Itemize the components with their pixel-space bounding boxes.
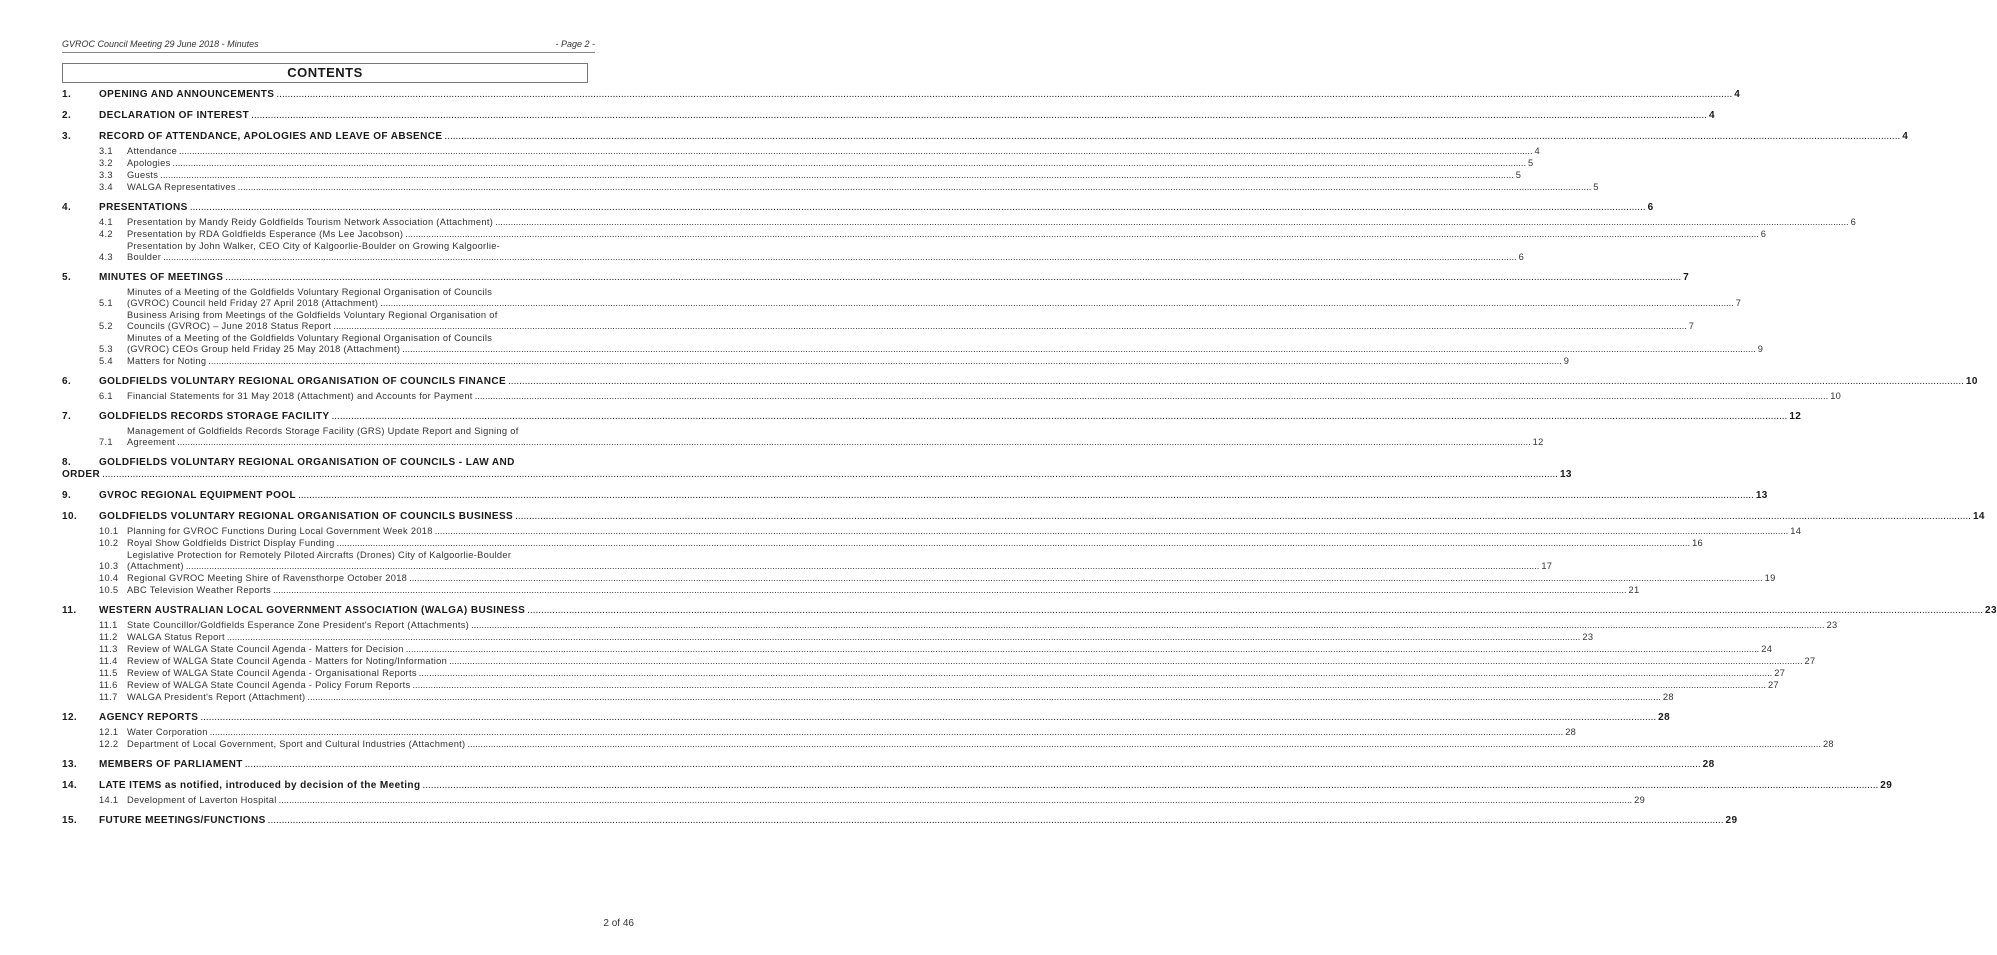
toc-subsection-title-cont: Agreement [127, 437, 176, 447]
toc-subsection-text [127, 632, 1593, 643]
toc-subsection-page: 7 [1688, 321, 1695, 331]
toc-subsection-number: 4.1 [99, 217, 113, 227]
toc-subsection-title-cont: (GVROC) CEOs Group held Friday 25 May 2018 (Attachment) [127, 344, 401, 354]
toc-subsection-title-cont: (Attachment) [127, 561, 184, 571]
toc-subsection-page: 16 [1692, 538, 1704, 548]
toc-leader-dots [508, 376, 1964, 388]
toc-subsection-text [127, 217, 1856, 228]
toc-subsection-page: 27 [1767, 680, 1779, 690]
toc-section[interactable] [62, 110, 1715, 122]
toc-section-title: GVROC REGIONAL EQUIPMENT POOL [99, 490, 296, 501]
toc-subsection-title: Regional GVROC Meeting Shire of Ravensthorpe October 2018 [127, 573, 408, 583]
toc-leader-dots [422, 780, 1878, 792]
toc-section-page: 12 [1789, 411, 1802, 422]
toc-subsection-title: Water Corporation [127, 727, 208, 737]
toc-subsection-number: 14.1 [99, 795, 119, 805]
toc-subsection-line [127, 321, 1694, 332]
toc-subsection-number: 5.3 [99, 344, 113, 354]
toc-section-number: 14. [62, 780, 78, 791]
toc-leader-dots [380, 298, 1733, 309]
toc-section[interactable] [62, 759, 1715, 771]
toc-section-title: AGENCY REPORTS [99, 712, 199, 723]
toc-subsection-title: Review of WALGA State Council Agenda - Matters for Decision [127, 644, 404, 654]
toc-subsection-title: Review of WALGA State Council Agenda - Matters for Noting/Information [127, 656, 448, 666]
toc-section-page: 4 [1734, 89, 1741, 100]
toc-subsection-text [127, 585, 1639, 596]
toc-subsection-title: Business Arising from Meetings of the Goldfields Voluntary Regional Organisation of [127, 310, 498, 320]
toc-subsection-text [127, 692, 1674, 703]
toc-subsection[interactable] [99, 538, 1704, 549]
toc-subsection[interactable] [99, 333, 1764, 355]
toc-subsection-number: 5.1 [99, 298, 113, 308]
toc-subsection-title: WALGA Status Report [127, 632, 225, 642]
toc-leader-dots [102, 469, 1558, 481]
toc-subsection-title: Presentation by RDA Goldfields Esperance (Ms Lee Jacobson) [127, 229, 404, 239]
toc-subsection-title: Review of WALGA State Council Agenda - Policy Forum Reports [127, 680, 411, 690]
toc-leader-dots [419, 668, 1772, 679]
toc-subsection[interactable] [99, 146, 1541, 157]
toc-subsection-title-cont: Councils (GVROC) – June 2018 Status Report [127, 321, 332, 331]
toc-section-page: 6 [1647, 202, 1654, 213]
toc-subsection-page: 6 [1760, 229, 1767, 239]
toc-subsection-line [127, 437, 1544, 448]
toc-subsection-page: 28 [1662, 692, 1674, 702]
toc-subsection-number: 10.3 [99, 561, 119, 571]
toc-subsection-number: 7.1 [99, 437, 113, 447]
toc-subsection-number: 10.2 [99, 538, 119, 548]
toc-subsection-title: WALGA Representatives [127, 182, 236, 192]
toc-subsection-page: 9 [1757, 344, 1764, 354]
toc-section-number: 5. [62, 272, 72, 283]
toc-subsection[interactable] [99, 526, 1802, 537]
toc-subsection-text [127, 526, 1801, 537]
toc-section-number: 15. [62, 815, 78, 826]
toc-section-number: 11. [62, 605, 77, 616]
toc-subsection-page: 17 [1541, 561, 1553, 571]
toc-leader-dots [208, 356, 1561, 367]
toc-subsection-page: 5 [1593, 182, 1599, 192]
toc-leader-dots [179, 146, 1532, 157]
toc-subsection-text [127, 795, 1645, 806]
toc-subsection-page: 27 [1804, 656, 1816, 666]
toc-subsection[interactable] [99, 644, 1773, 655]
toc-section-title: GOLDFIELDS VOLUNTARY REGIONAL ORGANISATION OF COUNCILS BUSINESS [99, 511, 514, 522]
toc-leader-dots [527, 605, 1983, 617]
toc-leader-dots [471, 620, 1824, 631]
toc-leader-dots [402, 344, 1755, 355]
toc-subsection-page: 6 [1850, 217, 1857, 227]
toc-subsection-text [127, 146, 1540, 157]
toc-section-page: 4 [1708, 110, 1715, 121]
toc-section-page: 23 [1985, 605, 1997, 616]
toc-leader-dots [186, 561, 1539, 572]
toc-leader-dots [273, 585, 1626, 596]
toc-subsection-page: 28 [1565, 727, 1577, 737]
toc-subsection-title: Legislative Protection for Remotely Piloted Aircrafts (Drones) City of Kalgoorlie-Boulder [127, 550, 512, 560]
toc-section-number: 13. [62, 759, 78, 770]
toc-leader-dots [190, 202, 1646, 214]
toc-subsection-number: 3.4 [99, 182, 113, 192]
toc-section-number: 4. [62, 202, 72, 213]
toc-section-page: 29 [1880, 780, 1893, 791]
toc-section-title: GOLDFIELDS RECORDS STORAGE FACILITY [99, 411, 330, 422]
toc-section-title: MEMBERS OF PARLIAMENT [99, 759, 243, 770]
toc-subsection[interactable] [99, 668, 1786, 679]
toc-subsection[interactable] [99, 241, 1525, 263]
toc-subsection[interactable] [99, 182, 1599, 193]
toc-section-page: 4 [1902, 131, 1909, 142]
toc-subsection-text [127, 739, 1834, 750]
toc-subsection-number: 5.2 [99, 321, 113, 331]
toc-leader-dots [412, 680, 1765, 691]
toc-leader-dots [251, 110, 1707, 122]
toc-subsection-text [127, 170, 1521, 181]
toc-subsection-number: 11.5 [99, 668, 118, 678]
toc-section-title: MINUTES OF MEETINGS [99, 272, 224, 283]
toc-section[interactable] [62, 815, 1738, 827]
toc-subsection-title-cont: Boulder [127, 252, 162, 262]
toc-section-page: 14 [1972, 511, 1985, 522]
toc-subsection-title: State Councillor/Goldfields Esperance Zone President's Report (Attachments) [127, 620, 470, 630]
toc-subsection-number: 10.1 [99, 526, 119, 536]
toc-leader-dots [409, 573, 1762, 584]
toc-section-page: 28 [1702, 759, 1715, 770]
toc-leader-dots [160, 170, 1513, 181]
toc-subsection-number: 10.5 [99, 585, 119, 595]
toc-subsection-title: Presentation by Mandy Reidy Goldfields Tourism Network Association (Attachment) [127, 217, 494, 227]
toc-subsection-number: 11.4 [99, 656, 118, 666]
toc-section-title: LATE ITEMS as notified, introduced by decision of the Meeting [99, 780, 421, 791]
toc-subsection[interactable] [99, 310, 1695, 332]
toc-section-page: 10 [1965, 376, 1978, 387]
toc-subsection-text [127, 680, 1779, 691]
toc-subsection-number: 3.2 [99, 158, 113, 168]
toc-leader-dots [449, 656, 1802, 667]
toc-subsection[interactable] [99, 727, 1577, 738]
toc-subsection-text [127, 391, 1841, 402]
toc-leader-dots [515, 511, 1971, 523]
toc-leader-dots [276, 89, 1732, 101]
toc-subsection-title: Royal Show Goldfields District Display Funding [127, 538, 335, 548]
toc-subsection-text [127, 668, 1785, 679]
toc-leader-dots [227, 632, 1580, 643]
toc-subsection-page: 6 [1518, 252, 1525, 262]
toc-section[interactable] [62, 780, 1893, 792]
toc-subsection-page: 9 [1563, 356, 1570, 366]
toc-subsection-text [127, 310, 1694, 332]
toc-subsection[interactable] [99, 356, 1570, 367]
toc-leader-dots [177, 437, 1530, 448]
toc-subsection-text [127, 333, 1763, 355]
toc-subsection[interactable] [99, 656, 1816, 667]
toc-section[interactable] [62, 89, 1741, 101]
toc-section-number: 6. [62, 376, 72, 387]
toc-section[interactable] [62, 511, 1985, 523]
toc-leader-dots [406, 644, 1759, 655]
toc-leader-dots [245, 759, 1701, 771]
toc-subsection-text [127, 573, 1776, 584]
toc-subsection-page: 29 [1634, 795, 1646, 805]
header-meeting-title: GVROC Council Meeting 29 June 2018 - Minutes [62, 39, 259, 49]
toc-section-line [62, 457, 588, 469]
toc-subsection-title: Minutes of a Meeting of the Goldfields Voluntary Regional Organisation of Councils [127, 287, 493, 297]
toc-subsection-text [127, 550, 1552, 572]
toc-section-number: 10. [62, 511, 78, 522]
toc-subsection-number: 3.3 [99, 170, 113, 180]
toc-subsection-number: 5.4 [99, 356, 113, 366]
toc-section-title: WESTERN AUSTRALIAN LOCAL GOVERNMENT ASSOCIATION (WALGA) BUSINESS [99, 605, 526, 616]
toc-subsection-number: 11.7 [99, 692, 118, 702]
toc-subsection-text [127, 356, 1569, 367]
toc-subsection-page: 27 [1774, 668, 1786, 678]
toc-section-line [62, 469, 1572, 481]
toc-subsection-page: 23 [1826, 620, 1838, 630]
toc-section-number: 2. [62, 110, 72, 121]
toc-subsection-number: 3.1 [99, 146, 113, 156]
toc-subsection-number: 11.6 [99, 680, 118, 690]
toc-leader-dots [444, 131, 1900, 143]
toc-section-title: OPENING AND ANNOUNCEMENTS [99, 89, 275, 100]
toc-subsection[interactable] [99, 692, 1674, 703]
toc-subsection[interactable] [99, 217, 1857, 228]
toc-leader-dots [467, 739, 1820, 750]
toc-subsection-line [127, 252, 1524, 263]
toc-subsection[interactable] [99, 632, 1594, 643]
toc-leader-dots [337, 538, 1690, 549]
toc-subsection[interactable] [99, 573, 1776, 584]
toc-subsection-number: 4.3 [99, 252, 113, 262]
toc-section-number: 12. [62, 712, 78, 723]
toc-leader-dots [475, 391, 1828, 402]
toc-subsection[interactable] [99, 550, 1553, 572]
toc-subsection-title: Minutes of a Meeting of the Goldfields Voluntary Regional Organisation of Councils [127, 333, 493, 343]
toc-section-title: FUTURE MEETINGS/FUNCTIONS [99, 815, 266, 826]
toc-section[interactable] [62, 131, 1909, 143]
toc-section-page: 13 [1559, 469, 1572, 480]
toc-leader-dots [405, 229, 1758, 240]
toc-section-title: RECORD OF ATTENDANCE, APOLOGIES AND LEAVE OF ABSENCE [99, 131, 443, 142]
toc-subsection-text [127, 538, 1703, 549]
toc-subsection-number: 11.3 [99, 644, 118, 654]
toc-leader-dots [307, 692, 1660, 703]
toc-leader-dots [225, 272, 1681, 284]
toc-subsection-page: 5 [1515, 170, 1522, 180]
toc-subsection-page: 4 [1534, 146, 1541, 156]
toc-subsection-text [127, 656, 1816, 667]
table-of-contents [62, 87, 1997, 827]
toc-leader-dots [210, 727, 1563, 738]
toc-subsection-title: Attendance [127, 146, 178, 156]
toc-leader-dots [163, 252, 1516, 263]
toc-section-title: PRESENTATIONS [99, 202, 188, 213]
toc-section-title: DECLARATION OF INTEREST [99, 110, 250, 121]
toc-subsection-title: Matters for Noting [127, 356, 207, 366]
toc-leader-dots [268, 815, 1724, 827]
toc-leader-dots [495, 217, 1848, 228]
toc-section-title-cont: ORDER [62, 469, 101, 480]
toc-section-title: GOLDFIELDS VOLUNTARY REGIONAL ORGANISATION OF COUNCILS FINANCE [99, 376, 507, 387]
toc-leader-dots [332, 411, 1788, 423]
toc-subsection-page: 23 [1582, 632, 1594, 642]
toc-leader-dots [333, 321, 1686, 332]
toc-subsection-title: Financial Statements for 31 May 2018 (Attachment) and Accounts for Payment [127, 391, 473, 401]
toc-subsection-text [127, 620, 1838, 631]
toc-subsection-page: 28 [1822, 739, 1834, 749]
toc-subsection-page: 12 [1532, 437, 1544, 447]
toc-section-number: 3. [62, 131, 72, 142]
toc-subsection[interactable] [99, 795, 1646, 806]
toc-subsection-number: 4.2 [99, 229, 113, 239]
toc-section-page: 28 [1658, 712, 1671, 723]
toc-subsection[interactable] [99, 229, 1767, 240]
toc-subsection-title: Department of Local Government, Sport and Cultural Industries (Attachment) [127, 739, 466, 749]
toc-subsection-number: 12.2 [99, 739, 119, 749]
toc-subsection-number: 11.1 [99, 620, 118, 630]
toc-subsection-title: Development of Laverton Hospital [127, 795, 277, 805]
toc-section[interactable] [62, 712, 1671, 724]
toc-section[interactable] [62, 376, 1978, 388]
toc-subsection-text [127, 727, 1576, 738]
toc-section[interactable] [62, 490, 1768, 502]
toc-subsection-text [127, 287, 1741, 309]
toc-subsection[interactable] [99, 391, 1842, 402]
toc-subsection[interactable] [99, 287, 1742, 309]
toc-subsection-page: 19 [1764, 573, 1776, 583]
toc-subsection-title-cont: (GVROC) Council held Friday 27 April 2018 (Attachment) [127, 298, 379, 308]
toc-subsection-text [127, 158, 1534, 169]
toc-subsection-page: 21 [1628, 585, 1640, 595]
toc-subsection-text [127, 229, 1766, 240]
toc-subsection-page: 7 [1735, 298, 1742, 308]
toc-subsection-number: 10.4 [99, 573, 119, 583]
toc-section-page: 7 [1683, 272, 1690, 283]
header-page-number: - Page 2 - [555, 39, 595, 49]
toc-subsection-text [127, 182, 1599, 193]
toc-subsection-line [127, 344, 1763, 355]
toc-subsection-page: 14 [1790, 526, 1802, 536]
toc-subsection-title: ABC Television Weather Reports [127, 585, 272, 595]
toc-section-number: 9. [62, 490, 72, 501]
toc-section[interactable] [62, 457, 1572, 481]
toc-subsection-line [127, 298, 1741, 309]
toc-section[interactable] [62, 272, 1690, 284]
toc-section-page: 13 [1755, 490, 1768, 501]
toc-leader-dots [279, 795, 1632, 806]
toc-subsection-page: 10 [1830, 391, 1842, 401]
toc-subsection-page: 5 [1528, 158, 1534, 168]
toc-subsection-title: WALGA President's Report (Attachment) [127, 692, 306, 702]
toc-section-number: 1. [62, 89, 72, 100]
toc-subsection-text [127, 426, 1544, 448]
toc-subsection[interactable] [99, 585, 1640, 596]
toc-subsection[interactable] [99, 170, 1522, 181]
toc-subsection[interactable] [99, 426, 1544, 448]
toc-subsection-number: 12.1 [99, 727, 119, 737]
toc-leader-dots [435, 526, 1788, 537]
toc-section-page: 29 [1725, 815, 1738, 826]
toc-subsection-title: Apologies [127, 158, 171, 168]
toc-subsection[interactable] [99, 620, 1838, 631]
toc-subsection-number: 11.2 [99, 632, 118, 642]
toc-subsection-text [127, 241, 1524, 263]
contents-heading: CONTENTS [62, 63, 588, 83]
toc-subsection-text [127, 644, 1772, 655]
toc-section-number: 7. [62, 411, 72, 422]
toc-subsection-title: Management of Goldfields Records Storage Facility (GRS) Update Report and Signing of [127, 426, 519, 436]
toc-subsection[interactable] [99, 158, 1534, 169]
toc-subsection-page: 24 [1761, 644, 1773, 654]
toc-subsection-title: Presentation by John Walker, CEO City of Kalgoorlie-Boulder on Growing Kalgoorlie- [127, 241, 501, 251]
toc-subsection-title: Review of WALGA State Council Agenda - Organisational Reports [127, 668, 417, 678]
toc-section-title: GOLDFIELDS VOLUNTARY REGIONAL ORGANISATION OF COUNCILS - LAW AND [99, 457, 515, 468]
toc-leader-dots [298, 490, 1754, 502]
page-header [62, 38, 595, 53]
toc-leader-dots [173, 158, 1526, 169]
toc-subsection[interactable] [99, 739, 1834, 750]
toc-leader-dots [238, 182, 1591, 193]
toc-section[interactable] [62, 411, 1802, 423]
toc-subsection-line [127, 561, 1552, 572]
footer-page-count: 2 of 46 [603, 918, 634, 929]
toc-section-number: 8. [62, 457, 72, 468]
toc-section[interactable] [62, 202, 1654, 214]
toc-subsection-number: 6.1 [99, 391, 113, 401]
toc-subsection-title: Guests [127, 170, 159, 180]
toc-section[interactable] [62, 605, 1997, 617]
toc-subsection[interactable] [99, 680, 1779, 691]
toc-leader-dots [200, 712, 1656, 724]
toc-subsection-title: Planning for GVROC Functions During Local Government Week 2018 [127, 526, 433, 536]
